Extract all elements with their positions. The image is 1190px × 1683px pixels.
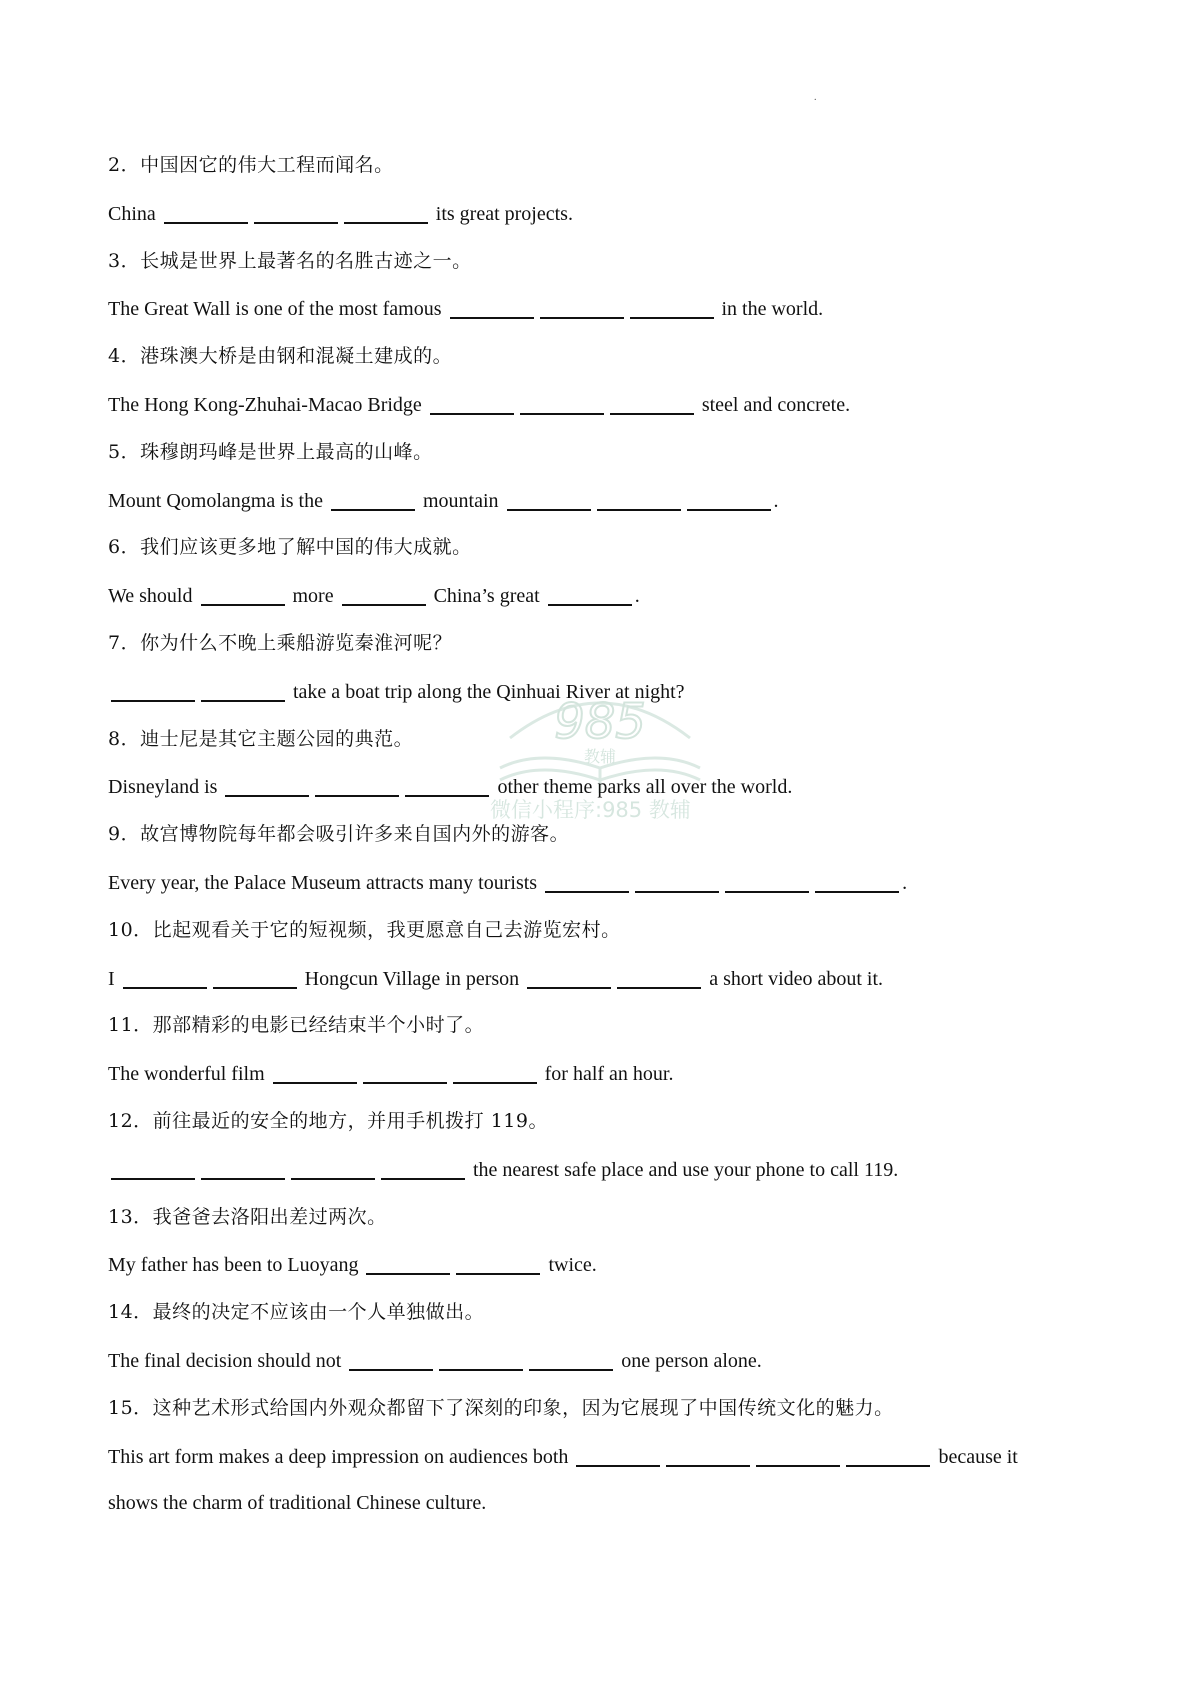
question-sentence	[108, 1343, 1068, 1391]
sentence-text: for half an hour.	[539, 1063, 674, 1086]
answer-blank[interactable]	[520, 391, 604, 415]
question-sentence	[108, 196, 1068, 244]
question-prompt: 5．珠穆朗玛峰是世界上最高的山峰。	[108, 440, 433, 463]
answer-blank[interactable]	[687, 487, 771, 511]
answer-blank[interactable]	[617, 965, 701, 989]
answer-blank[interactable]	[111, 1156, 195, 1180]
sentence-text: in the world.	[716, 298, 824, 321]
sentence-text: other theme parks all over the world.	[492, 776, 793, 799]
answer-blank[interactable]	[201, 1156, 285, 1180]
sentence-text: This art form makes a deep impression on audiences both	[108, 1445, 574, 1468]
sentence-text: Disneyland is	[108, 776, 223, 799]
sentence-text: steel and concrete.	[696, 393, 851, 416]
answer-blank[interactable]	[315, 773, 399, 797]
answer-blank[interactable]	[846, 1443, 930, 1467]
answer-blank[interactable]	[273, 1060, 357, 1084]
question-prompt: 13．我爸爸去洛阳出差过两次。	[108, 1205, 387, 1228]
question-sentence	[108, 1152, 1068, 1200]
answer-blank[interactable]	[439, 1347, 523, 1371]
sentence-text: China	[108, 202, 161, 225]
question-sentence	[108, 1056, 1068, 1104]
sentence-text: The Great Wall is one of the most famous	[108, 298, 447, 321]
sentence-text: Hongcun Village in person	[299, 967, 525, 990]
answer-blank[interactable]	[453, 1060, 537, 1084]
answer-blank[interactable]	[123, 965, 207, 989]
answer-blank[interactable]	[610, 391, 694, 415]
question-sentence	[108, 1247, 1068, 1295]
sentence-text: The Hong Kong-Zhuhai-Macao Bridge	[108, 393, 427, 416]
answer-blank[interactable]	[225, 773, 309, 797]
answer-blank[interactable]	[456, 1251, 540, 1275]
answer-blank[interactable]	[291, 1156, 375, 1180]
question-prompt: 4．港珠澳大桥是由钢和混凝土建成的。	[108, 345, 453, 368]
answer-blank[interactable]	[666, 1443, 750, 1467]
answer-blank[interactable]	[366, 1251, 450, 1275]
answer-blank[interactable]	[405, 773, 489, 797]
answer-blank[interactable]	[213, 965, 297, 989]
sentence-text: mountain	[417, 489, 504, 512]
answer-blank[interactable]	[331, 487, 415, 511]
answer-blank[interactable]	[381, 1156, 465, 1180]
sentence-text: the nearest safe place and use your phone to call 119.	[468, 1158, 899, 1181]
page-mark: .	[814, 92, 817, 103]
sentence-text: one person alone.	[616, 1349, 762, 1372]
sentence-text: The wonderful film	[108, 1063, 270, 1086]
question-prompt: 2．中国因它的伟大工程而闻名。	[108, 154, 394, 176]
answer-blank[interactable]	[349, 1347, 433, 1371]
answer-blank[interactable]	[635, 869, 719, 893]
answer-blank[interactable]	[756, 1443, 840, 1467]
sentence-text: take a boat trip along the Qinhuai River at night?	[288, 680, 685, 703]
question-sentence	[108, 961, 1068, 1009]
answer-blank[interactable]	[540, 295, 624, 319]
question-sentence-continued: shows the charm of traditional Chinese culture.	[108, 1492, 487, 1515]
question-sentence	[108, 483, 1068, 531]
sentence-text: My father has been to Luoyang	[108, 1254, 364, 1277]
answer-blank[interactable]	[450, 295, 534, 319]
sentence-text: China’s great	[428, 585, 545, 608]
question-prompt: 10．比起观看关于它的短视频，我更愿意自己去游览宏村。	[108, 918, 621, 941]
sentence-text: .	[773, 489, 779, 512]
answer-blank[interactable]	[507, 487, 591, 511]
answer-blank[interactable]	[548, 582, 632, 606]
question-prompt: 14．最终的决定不应该由一个人单独做出。	[108, 1301, 485, 1324]
question-sentence	[108, 674, 1068, 722]
question-prompt: 7．你为什么不晚上乘船游览秦淮河呢？	[108, 631, 453, 654]
answer-blank[interactable]	[597, 487, 681, 511]
watermark-logo-number: 985	[554, 694, 646, 750]
question-list	[108, 148, 1068, 1534]
answer-blank[interactable]	[576, 1443, 660, 1467]
answer-blank[interactable]	[342, 582, 426, 606]
sentence-text: its great projects.	[430, 202, 573, 225]
watermark-logo-subtext: 教辅	[583, 747, 617, 766]
sentence-text: Mount Qomolangma is the	[108, 489, 328, 512]
sentence-text: a short video about it.	[704, 967, 884, 990]
question-prompt: 6．我们应该更多地了解中国的伟大成就。	[108, 536, 472, 559]
sentence-text: .	[902, 871, 908, 894]
question-sentence	[108, 578, 1068, 626]
question-prompt: 12．前往最近的安全的地方，并用手机拨打 119。	[108, 1109, 548, 1132]
sentence-text: because it	[933, 1445, 1018, 1468]
answer-blank[interactable]	[344, 200, 428, 224]
question-prompt: 9．故宫博物院每年都会吸引许多来自国内外的游客。	[108, 823, 570, 846]
answer-blank[interactable]	[254, 200, 338, 224]
answer-blank[interactable]	[815, 869, 899, 893]
watermark-caption: 微信小程序:985 教辅	[490, 798, 691, 822]
question-prompt: 8．迪士尼是其它主题公园的典范。	[108, 727, 414, 750]
question-sentence	[108, 291, 1068, 339]
answer-blank[interactable]	[725, 869, 809, 893]
sentence-text: twice.	[543, 1254, 597, 1277]
sentence-text: .	[634, 585, 640, 608]
question-prompt: 15．这种艺术形式给国内外观众都留下了深刻的印象，因为它展现了中国传统文化的魅力。	[108, 1396, 894, 1419]
sentence-text: I	[108, 967, 120, 990]
question-sentence	[108, 1439, 1068, 1487]
question-prompt: 3．长城是世界上最著名的名胜古迹之一。	[108, 249, 472, 272]
question-prompt: 11．那部精彩的电影已经结束半个小时了。	[108, 1014, 485, 1037]
answer-blank[interactable]	[545, 869, 629, 893]
answer-blank[interactable]	[363, 1060, 447, 1084]
answer-blank[interactable]	[430, 391, 514, 415]
question-sentence	[108, 865, 1068, 913]
answer-blank[interactable]	[201, 678, 285, 702]
question-sentence	[108, 387, 1068, 435]
answer-blank[interactable]	[630, 295, 714, 319]
sentence-text: more	[287, 585, 339, 608]
sentence-text: The final decision should not	[108, 1349, 347, 1372]
question-sentence	[108, 769, 1068, 817]
sentence-text: We should	[108, 585, 198, 608]
answer-blank[interactable]	[527, 965, 611, 989]
answer-blank[interactable]	[529, 1347, 613, 1371]
answer-blank[interactable]	[164, 200, 248, 224]
sentence-text: Every year, the Palace Museum attracts many tourists	[108, 871, 543, 894]
answer-blank[interactable]	[201, 582, 285, 606]
answer-blank[interactable]	[111, 678, 195, 702]
